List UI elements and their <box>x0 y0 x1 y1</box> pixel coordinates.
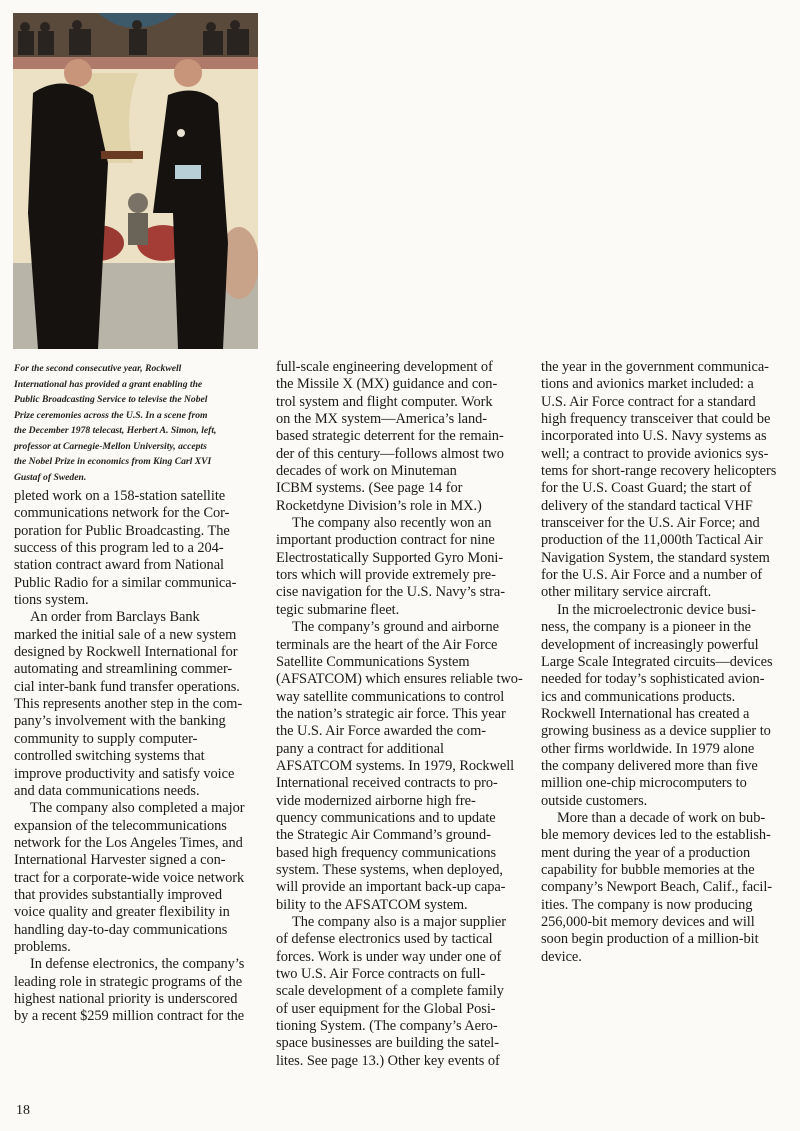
text-line: highest national priority is underscored <box>14 990 238 1007</box>
text-line: AFSATCOM systems. In 1979, Rockwell <box>276 757 515 774</box>
text-line: ment during the year of a production <box>541 844 751 861</box>
text-line: In defense electronics, the company’s <box>30 956 245 973</box>
text-line: device. <box>541 948 582 965</box>
text-line: capability for bubble memories at the <box>541 861 755 878</box>
text-line: the Missile X (MX) guidance and con- <box>276 376 498 393</box>
text-line: community to supply computer- <box>14 730 198 747</box>
text-line: Satellite Communications System <box>276 653 470 670</box>
text-line: decades of work on Minuteman <box>276 463 457 480</box>
text-line: forces. Work is under way under one of <box>276 948 502 965</box>
text-line: of defense electronics used by tactical <box>276 931 493 948</box>
text-line: scale development of a complete family <box>276 983 504 1000</box>
body-paragraph <box>276 359 538 515</box>
body-paragraph <box>541 602 800 810</box>
text-line: soon begin production of a million-bit <box>541 931 759 948</box>
text-line: tegic submarine fleet. <box>276 601 400 618</box>
text-line: tract for a corporate-wide voice network <box>14 869 245 886</box>
text-line: International received contracts to pro- <box>276 775 498 792</box>
text-line: International Harvester signed a con- <box>14 852 226 869</box>
body-paragraph <box>14 609 276 800</box>
text-line: Large Scale Integrated circuits—devices <box>541 653 773 670</box>
body-paragraph <box>541 810 800 966</box>
text-line: quency communications and to update <box>276 809 496 826</box>
text-line: poration for Public Broadcasting. The <box>14 522 230 539</box>
body-paragraph <box>14 956 276 1025</box>
text-line: controlled switching systems that <box>14 748 205 765</box>
text-line: trol system and flight computer. Work <box>276 393 493 410</box>
body-paragraph <box>14 488 276 609</box>
text-line: station contract award from National <box>14 557 224 574</box>
text-line: and data communications needs. <box>14 782 200 799</box>
text-line: well; a contract to provide avionics sys- <box>541 445 769 462</box>
text-line: An order from Barclays Bank <box>30 609 200 626</box>
text-line: designed by Rockwell International for <box>14 644 238 661</box>
text-line: important production contract for nine <box>276 532 495 549</box>
caption-line: professor at Carnegie-Mellon University, accepts <box>14 440 207 452</box>
text-line: The company also recently won an <box>292 515 492 532</box>
text-line: automating and streamlining commer- <box>14 661 233 678</box>
text-line: the Strategic Air Command’s ground- <box>276 827 491 844</box>
text-line: The company also is a major supplier <box>292 914 507 930</box>
text-line: production of the 11,000th Tactical Air <box>541 532 763 549</box>
text-line: Navigation System, the standard system <box>541 549 770 566</box>
body-paragraph <box>14 800 276 956</box>
text-line: marked the initial sale of a new system <box>14 626 237 643</box>
text-line: communications network for the Cor- <box>14 505 230 522</box>
text-line: full-scale engineering development of <box>276 359 493 375</box>
text-line: improve productivity and satisfy voice <box>14 765 235 782</box>
body-paragraph <box>276 914 538 1070</box>
text-line: delivery of the standard tactical VHF <box>541 497 753 514</box>
text-line: high frequency transceiver that could be <box>541 411 771 428</box>
text-line: way satellite communications to control <box>276 688 505 705</box>
text-line: lites. See page 13.) Other key events of <box>276 1052 500 1069</box>
caption-line: For the second consecutive year, Rockwell <box>14 363 182 374</box>
text-line: pleted work on a 158-station satellite <box>14 488 226 504</box>
text-line: space businesses are building the satel- <box>276 1035 499 1052</box>
text-line: the nation’s strategic air force. This year <box>276 705 506 722</box>
text-line: Rocketdyne Division’s role in MX.) <box>276 497 482 514</box>
text-line: tions and avionics market included: a <box>541 376 754 393</box>
text-line: growing business as a device supplier to <box>541 723 771 740</box>
text-line: Public Radio for a similar communica- <box>14 574 237 591</box>
caption-line: International has provided a grant enabling the <box>14 378 203 390</box>
text-line: development of increasingly powerful <box>541 636 759 653</box>
body-paragraph <box>276 515 538 619</box>
text-line: pany a contract for additional <box>276 740 444 757</box>
text-line: expansion of the telecommunications <box>14 817 227 834</box>
text-line: that provides substantially improved <box>14 886 223 903</box>
text-line: will provide an important back-up capa- <box>276 879 506 896</box>
text-line: tions system. <box>14 592 89 609</box>
page-number: 18 <box>16 1103 30 1118</box>
text-line: system. These systems, when deployed, <box>276 861 503 878</box>
body-paragraph <box>276 619 538 914</box>
text-line: of user equipment for the Global Posi- <box>276 1000 496 1017</box>
text-line: bility to the AFSATCOM system. <box>276 896 468 913</box>
text-line: pany’s involvement with the banking <box>14 713 226 730</box>
text-line: other firms worldwide. In 1979 alone <box>541 740 755 757</box>
text-line: by a recent $259 million contract for the <box>14 1008 245 1025</box>
text-line: The company also completed a major <box>30 800 245 817</box>
text-line: network for the Los Angeles Times, and <box>14 834 243 851</box>
text-line: Rockwell International has created a <box>541 705 750 722</box>
caption-line: the December 1978 telecast, Herbert A. Simon, left, <box>14 425 217 436</box>
text-line: The company’s ground and airborne <box>292 619 499 636</box>
text-line: cial inter-bank fund transfer operations. <box>14 678 240 695</box>
text-line: tioning System. (The company’s Aero- <box>276 1018 498 1035</box>
text-line: ics and communications products. <box>541 688 736 705</box>
text-line: the U.S. Air Force awarded the com- <box>276 723 487 740</box>
text-line: U.S. Air Force contract for a standard <box>541 393 756 410</box>
text-line: More than a decade of work on bub- <box>557 809 766 826</box>
text-line: 256,000-bit memory devices and will <box>541 914 755 930</box>
text-column-3 <box>541 359 800 966</box>
text-line: transceiver for the U.S. Air Force; and <box>541 515 760 532</box>
text-line: This represents another step in the com- <box>14 696 243 713</box>
caption-line: Public Broadcasting Service to televise the Nobel <box>14 394 208 405</box>
text-line: outside customers. <box>541 792 648 809</box>
text-line: needed for today’s sophisticated avion- <box>541 671 765 688</box>
text-line: two U.S. Air Force contracts on full- <box>276 966 486 983</box>
text-line: based strategic deterrent for the remain- <box>276 428 504 445</box>
text-line: leading role in strategic programs of the <box>14 973 243 990</box>
text-line: on the MX system—America’s land- <box>276 411 488 428</box>
text-line: voice quality and greater flexibility in <box>14 904 230 921</box>
text-line: problems. <box>14 938 71 955</box>
text-line: handling day-to-day communications <box>14 921 228 938</box>
text-line: In the microelectronic device busi- <box>557 601 756 618</box>
photo-illustration <box>13 13 258 349</box>
caption-line: Prize ceremonies across the U.S. In a scene from <box>14 409 208 421</box>
photo-caption <box>14 361 264 485</box>
text-line: ness, the company is a pioneer in the <box>541 619 751 636</box>
text-line: the year in the government communica- <box>541 359 769 375</box>
text-line: der of this century—follows almost two <box>276 445 504 462</box>
nobel-ceremony-photo <box>13 13 258 349</box>
text-line: for the U.S. Coast Guard; the start of <box>541 480 752 497</box>
text-line: vide modernized airborne high fre- <box>276 792 476 809</box>
text-line: other military service aircraft. <box>541 584 712 601</box>
text-line: based high frequency communications <box>276 844 497 861</box>
text-line: tors which will provide extremely pre- <box>276 567 496 584</box>
text-line: (AFSATCOM) which ensures reliable two- <box>276 671 523 688</box>
text-line: Electrostatically Supported Gyro Moni- <box>276 549 504 566</box>
text-line: ICBM systems. (See page 14 for <box>276 480 463 497</box>
text-line: million one-chip microcomputers to <box>541 775 747 792</box>
text-line: tems for short-range recovery helicopters <box>541 463 777 480</box>
caption-line: Gustaf of Sweden. <box>14 471 87 483</box>
text-line: incorporated into U.S. Navy systems as <box>541 428 767 445</box>
text-line: company’s Newport Beach, Calif., facil- <box>541 879 773 896</box>
text-column-1 <box>14 488 276 1026</box>
text-line: terminals are the heart of the Air Force <box>276 636 498 653</box>
caption-line: the Nobel Prize in economics from King Carl XVI <box>14 456 212 467</box>
text-column-2 <box>276 359 538 1070</box>
text-line: cise navigation for the U.S. Navy’s stra- <box>276 584 505 601</box>
text-line: success of this program led to a 204- <box>14 540 224 557</box>
text-line: the company delivered more than five <box>541 757 758 774</box>
text-line: ities. The company is now producing <box>541 896 753 913</box>
text-line: for the U.S. Air Force and a number of <box>541 567 763 584</box>
text-line: ble memory devices led to the establish- <box>541 827 771 844</box>
body-paragraph <box>541 359 800 602</box>
